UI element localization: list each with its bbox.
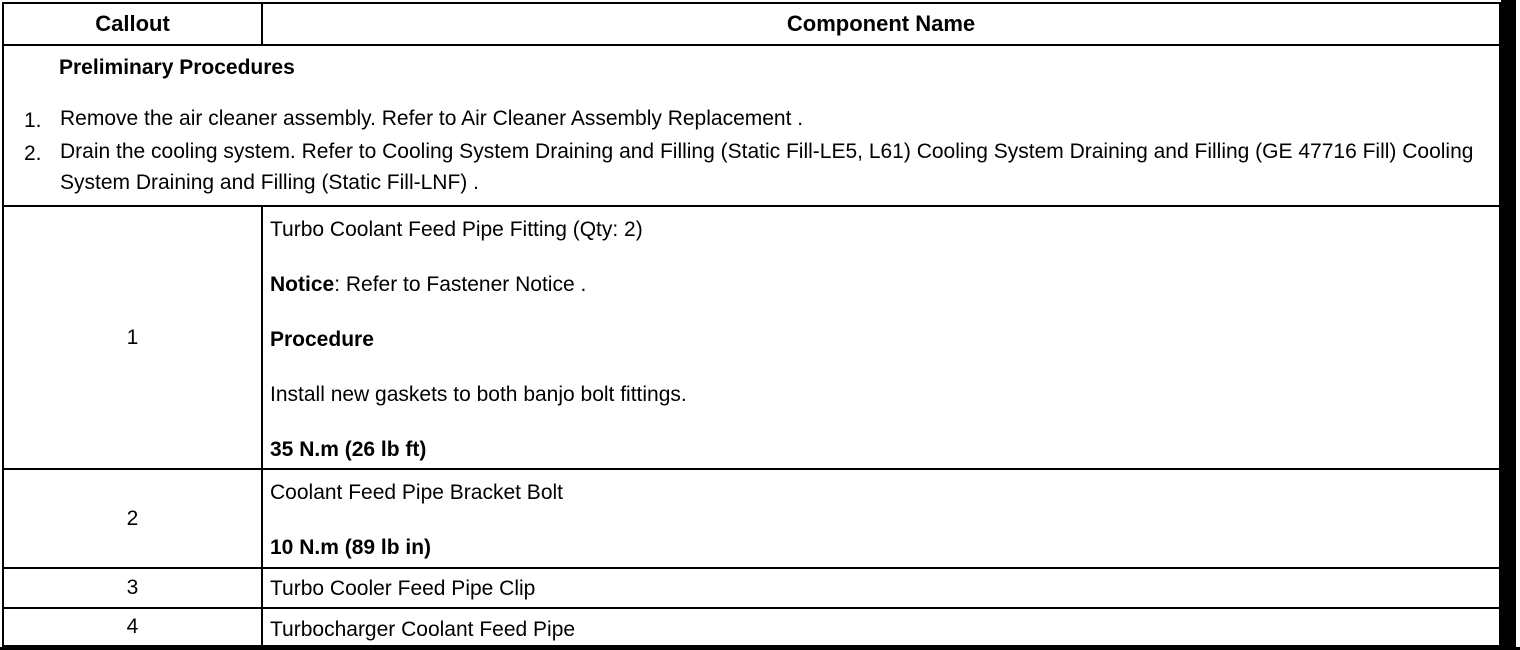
callout-column-header: Callout [4, 4, 263, 44]
notice-text: : Refer to Fastener Notice . [334, 273, 587, 296]
callout-number: 2 [4, 470, 263, 567]
table-header-row [4, 4, 1499, 46]
step-text: Drain the cooling system. Refer to Cooling System Draining and Filling (Static Fill-LE5, L61) Cooling System Draining and Filling (GE 47716 Fill) Cooling System Draining and Filling (Static Fill-LNF) . [60, 140, 1474, 194]
component-cell [263, 207, 1499, 468]
table-row [4, 470, 1499, 569]
component-table [2, 2, 1501, 647]
preliminary-procedures-title: Preliminary Procedures [59, 56, 295, 79]
component-name: Turbo Coolant Feed Pipe Fitting (Qty: 2) [270, 218, 643, 241]
callout-number: 3 [4, 569, 263, 607]
torque-spec: 35 N.m (26 lb ft) [270, 438, 427, 461]
component-name-column-header: Component Name [786, 11, 976, 36]
preliminary-procedures [4, 46, 1499, 205]
component-name: Turbo Cooler Feed Pipe Clip [270, 577, 536, 600]
notice-label: Notice [270, 273, 335, 296]
step-text: Remove the air cleaner assembly. Refer to Air Cleaner Assembly Replacement . [60, 107, 804, 130]
step-number: 1. [24, 109, 42, 132]
procedure-label: Procedure [270, 328, 374, 351]
frame-edge [1501, 0, 1516, 650]
table-row [4, 609, 1499, 645]
procedure-text: Install new gaskets to both banjo bolt fittings. [270, 383, 687, 406]
table-row [4, 569, 1499, 609]
callout-number: 4 [4, 609, 263, 645]
preliminary-procedures-row [4, 46, 1499, 207]
table-row [4, 207, 1499, 470]
component-cell [263, 470, 1499, 567]
component-cell [263, 609, 1499, 645]
step-number: 2. [24, 142, 42, 165]
component-cell [263, 569, 1499, 607]
component-name: Turbocharger Coolant Feed Pipe [270, 618, 576, 641]
component-name: Coolant Feed Pipe Bracket Bolt [270, 481, 563, 504]
notice-line [270, 273, 586, 297]
callout-number: 1 [4, 207, 263, 468]
torque-spec: 10 N.m (89 lb in) [270, 536, 432, 559]
